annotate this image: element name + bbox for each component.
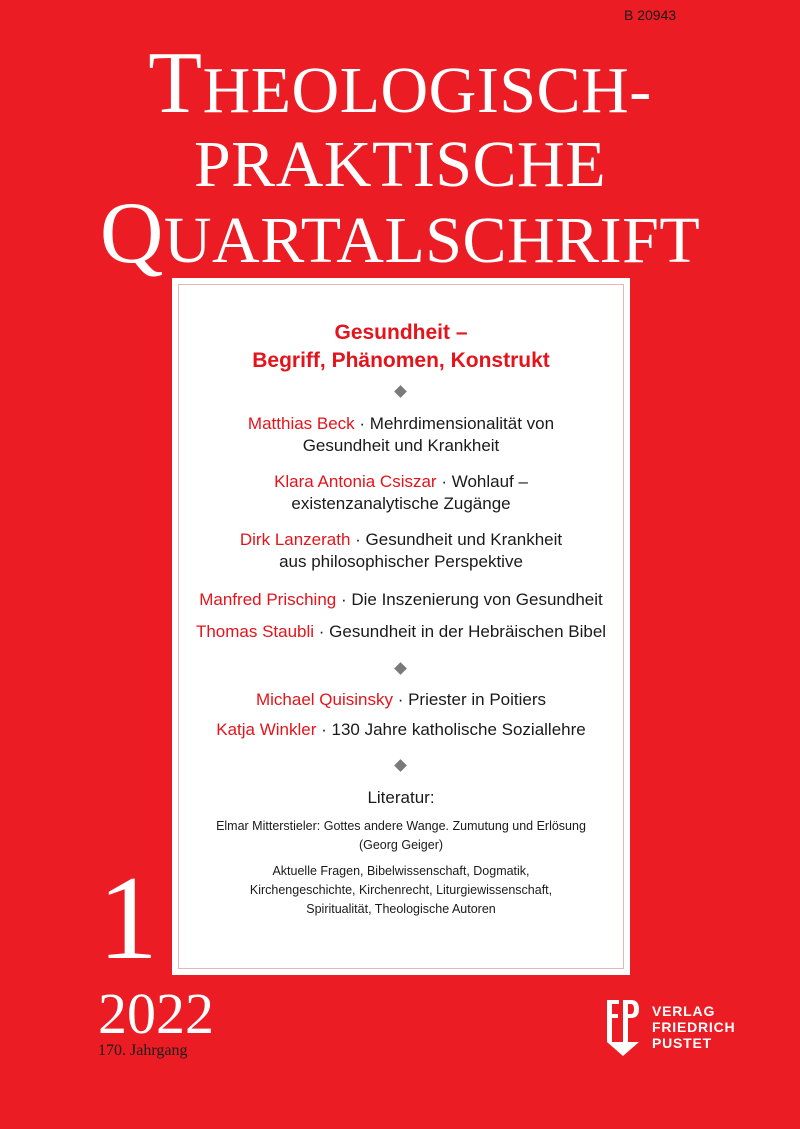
literature-sections-line-2: Kirchengeschichte, Kirchenrecht, Liturgiewissenschaft, (249, 883, 553, 897)
article-title: · Gesundheit und Krankheit (350, 530, 563, 549)
article-author: Dirk Lanzerath (239, 530, 351, 549)
article-author: Klara Antonia Csiszar (274, 472, 437, 491)
article-title: · Wohlauf – (436, 472, 528, 491)
fp-monogram-logo-icon (603, 996, 643, 1060)
article-entry (172, 719, 630, 741)
article-entry (172, 413, 630, 457)
article-entry (172, 621, 630, 643)
article-title: · 130 Jahre katholische Soziallehre (316, 720, 586, 739)
journal-title-line-1: THEOLOGISCH- (148, 35, 652, 132)
issue-number: 1 (98, 851, 158, 984)
issue-year: 2022 (98, 981, 214, 1046)
article-title: · Gesundheit in der Hebräischen Bibel (314, 622, 607, 641)
journal-title-line-3: QUARTALSCHRIFT (99, 185, 701, 282)
article-entry (172, 471, 630, 515)
article-title-cont: existenzanalytische Zugänge (291, 494, 511, 513)
contents-panel (172, 278, 630, 975)
article-entry (172, 529, 630, 573)
article-author: Matthias Beck (247, 414, 355, 433)
article-title: · Priester in Poitiers (392, 690, 547, 709)
article-entry (172, 589, 630, 611)
literature-book-line-1: Elmar Mitterstieler: Gottes andere Wange. Zumutung und Erlösung (216, 819, 586, 833)
article-author: Michael Quisinsky (255, 690, 393, 709)
literature-sections-line-3: Spiritualität, Theologische Autoren (306, 902, 496, 916)
literature-sections-line-1: Aktuelle Fragen, Bibelwissenschaft, Dogmatik, (272, 864, 530, 878)
article-author: Katja Winkler (216, 720, 317, 739)
article-title-cont: Gesundheit und Krankheit (302, 436, 500, 455)
article-title: · Mehrdimensionalität von (354, 414, 555, 433)
article-entry (172, 689, 630, 711)
volume-label: 170. Jahrgang (98, 1042, 188, 1059)
journal-title-line-2: PRAKTISCHE (193, 128, 607, 201)
publisher-name: VERLAG FRIEDRICH PUSTET (652, 1003, 736, 1051)
article-author: Manfred Prisching (199, 590, 337, 609)
literature-heading: Literatur: (367, 788, 435, 807)
catalog-code: B 20943 (624, 7, 677, 23)
literature-book-line-2: (Georg Geiger) (358, 838, 444, 852)
topic-title-line-2: Begriff, Phänomen, Konstrukt (252, 349, 550, 372)
topic-title-line-1: Gesundheit – (334, 321, 468, 344)
article-title: · Die Inszenierung von Gesundheit (336, 590, 603, 609)
article-author: Thomas Staubli (195, 622, 315, 641)
article-title-cont: aus philosophischer Perspektive (279, 552, 523, 571)
